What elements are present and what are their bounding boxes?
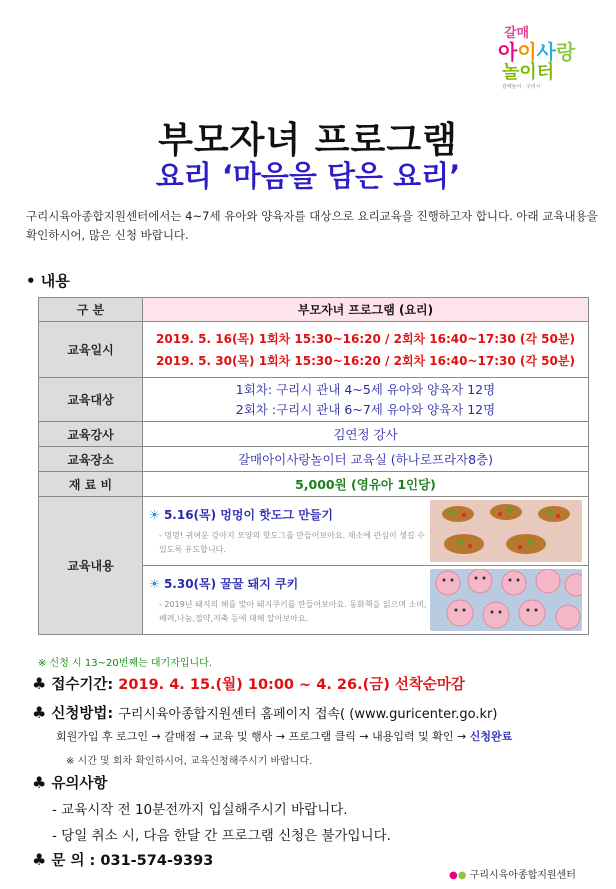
date-line-1: 2019. 5. 16(목) 1회차 15:30~16:20 / 2회차 16:40~17:30 (각 50분) (156, 331, 575, 346)
apply-steps: 회원가입 후 로그인 → 갈매점 → 교육 및 행사 → 프로그램 클릭 → 내용입력 및 확인 → 신청완료 (56, 730, 513, 743)
section-title: • 내용 (26, 272, 70, 290)
pig-cookie-photo (430, 569, 582, 631)
content-1-title: 5.16(목) 멍멍이 핫도그 만들기 (163, 507, 333, 522)
logo-line2: 아이사랑 (498, 40, 576, 64)
logo-line4: 갈매놀이 · 구리시 (502, 84, 541, 90)
header-place: 교육장소 (39, 447, 143, 472)
header-teacher: 교육강사 (39, 422, 143, 447)
footer-text: 구리시육아종합지원센터 (469, 870, 576, 881)
table-row (39, 472, 589, 497)
apply-period-value: 2019. 4. 15.(월) 10:00 ~ 4. 26.(금) 선착순마감 (118, 677, 465, 693)
header-gubun: 구 분 (39, 298, 143, 322)
hotdog-photo (430, 500, 582, 562)
content-item-1 (143, 497, 588, 566)
header-content: 교육내용 (39, 497, 143, 635)
club-icon: ♣ (32, 850, 47, 869)
value-teacher: 김연정 강사 (143, 422, 589, 447)
sun-icon: ☀ (149, 576, 160, 591)
table-row (39, 298, 589, 322)
apply-period-label: 접수기간: (51, 677, 114, 693)
logo-line1: 갈매 (504, 26, 530, 41)
content-2-desc: - 2019년 돼지의 해를 맞아 돼지쿠키를 만들어보아요. 동화책을 읽으며 소비,배려,나눔,절약,저축 등에 대해 알아보아요. (159, 599, 427, 623)
program-info-table (38, 297, 589, 635)
table-row (39, 497, 589, 635)
logo-line3: 놀이터 (502, 62, 555, 83)
page-title: 부모자녀 프로그램 (158, 120, 458, 161)
club-icon: ♣ (32, 674, 47, 693)
check-note: ※ 시간 및 회차 확인하시어, 교육신청해주시기 바랍니다. (66, 756, 313, 767)
target-line-2: 2회차 :구리시 관내 6~7세 유아와 양육자 12명 (235, 401, 496, 417)
header-fee: 재 료 비 (39, 472, 143, 497)
header-target: 교육대상 (39, 378, 143, 422)
content-2-title: 5.30(목) 꿀꿀 돼지 쿠키 (163, 576, 299, 591)
value-fee: 5,000원 (영유아 1인당) (143, 472, 589, 497)
footer-logo: ●● 구리시육아종합지원센터 (449, 870, 576, 881)
page-subtitle: 요리 ‘마음을 담은 요리’ (155, 159, 461, 193)
table-row (39, 322, 589, 378)
table-row (39, 378, 589, 422)
center-logo-icon: ● (449, 870, 458, 881)
apply-method-value: 구리시육아종합지원센터 홈페이지 접속( (www.guricenter.go.kr) (118, 707, 498, 722)
club-icon: ♣ (32, 703, 47, 722)
apply-period (32, 673, 465, 694)
header-date: 교육일시 (39, 322, 143, 378)
caution-1: - 교육시작 전 10분전까지 입실해주시기 바랍니다. (52, 802, 348, 818)
apply-method (32, 702, 497, 723)
waiting-note: ※ 신청 시 13~20번째는 대기자입니다. (38, 658, 213, 669)
intro-text: 구리시육아종합지원센터에서는 4~7세 유아와 양육자를 대상으로 요리교육을 진행하고자 합니다. 아래 교육내용을 확인하시어, 많은 신청 바랍니다. (26, 209, 598, 242)
contact (32, 849, 213, 870)
date-line-2: 2019. 5. 30(목) 1회차 15:30~16:20 / 2회차 16:40~17:30 (각 50분) (156, 353, 575, 368)
target-line-1: 1회차: 구리시 관내 4~5세 유아와 양육자 12명 (235, 381, 496, 397)
table-row (39, 422, 589, 447)
content-1-desc: - 멍멍! 귀여운 강아지 모양의 핫도그를 만들어보아요. 채소에 관심이 생길 수 있도록 유도합니다. (159, 530, 425, 554)
caution-title: ♣ 유의사항 (32, 773, 108, 792)
caution-2: - 당일 취소 시, 다음 한달 간 프로그램 신청은 불가입니다. (52, 828, 391, 844)
table-row (39, 447, 589, 472)
brand-logo (498, 22, 598, 112)
contact-label: 문 의 : (51, 853, 96, 869)
apply-done: 신청완료 (469, 730, 513, 743)
sun-icon: ☀ (149, 507, 160, 522)
content-item-2 (143, 566, 588, 634)
contact-value: 031-574-9393 (100, 853, 214, 869)
value-place: 갈매아이사랑놀이터 교육실 (하나로프라자8층) (143, 447, 589, 472)
value-gubun: 부모자녀 프로그램 (요리) (143, 298, 589, 322)
club-icon: ♣ (32, 773, 47, 792)
apply-method-label: 신청방법: (51, 706, 114, 722)
